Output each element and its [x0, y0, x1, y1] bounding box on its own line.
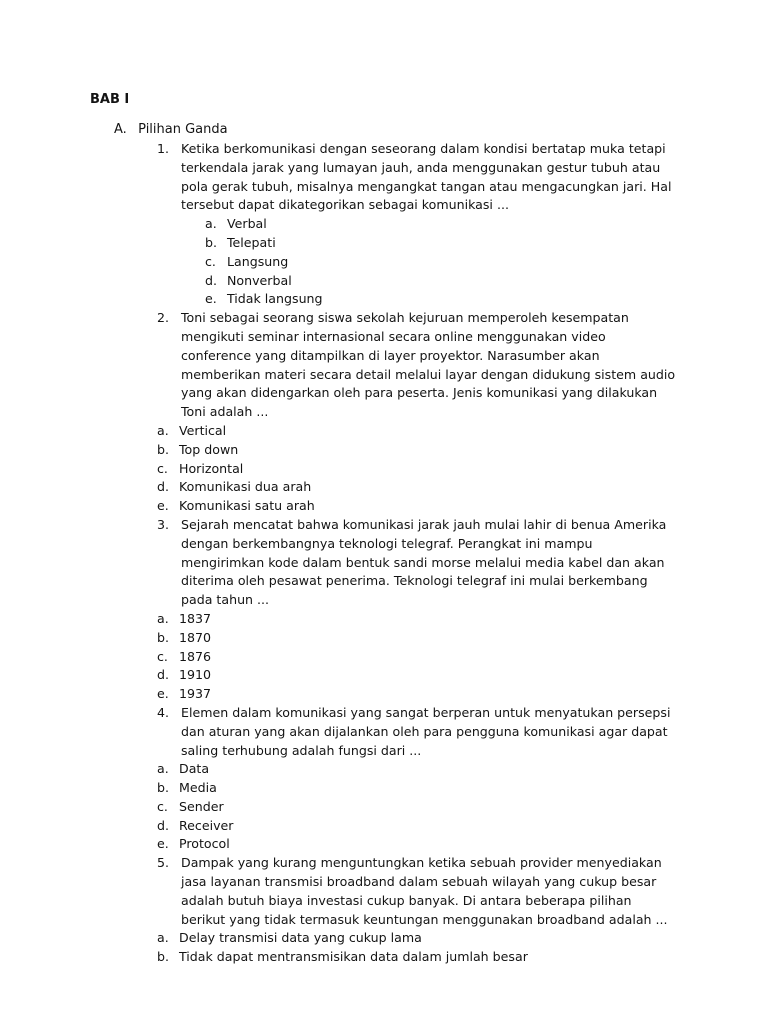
option-text: 1870: [179, 629, 212, 645]
answer-option: [157, 478, 677, 497]
option-letter: b.: [205, 234, 217, 250]
answer-option: [157, 441, 677, 460]
option-list: [205, 215, 677, 309]
option-list: [157, 929, 677, 967]
option-letter: a.: [157, 610, 169, 626]
answer-option: [157, 760, 677, 779]
question-item: [157, 854, 677, 967]
option-letter: b.: [157, 949, 169, 965]
answer-option: [157, 835, 677, 854]
option-letter: e.: [205, 291, 217, 307]
option-letter: d.: [157, 667, 169, 683]
answer-option: [157, 666, 677, 685]
question-item: [157, 704, 677, 854]
option-letter: e.: [157, 836, 169, 852]
option-text: Tidak dapat mentransmisikan data dalam jumlah besar: [179, 949, 528, 965]
question-number: 3.: [157, 516, 170, 532]
option-text: Langsung: [227, 253, 289, 269]
option-letter: c.: [157, 460, 168, 476]
option-text: Tidak langsung: [227, 291, 323, 307]
answer-option: [157, 948, 677, 967]
question-number: 5.: [157, 855, 170, 871]
answer-option: [157, 629, 677, 648]
option-letter: b.: [157, 780, 169, 796]
option-letter: a.: [157, 930, 169, 946]
question-text: Toni sebagai seorang siswa sekolah kejuruan memperoleh kesempatan mengikuti seminar internasional secara online menggunakan video conference yang ditampilkan di layer proyektor. Narasumber akan memberikan materi secara detail melalui layar dengan didukung sistem audio yang akan didengarkan oleh para peserta. Jenis komunikasi yang dilakukan Toni adalah ...: [181, 310, 676, 420]
option-letter: e.: [157, 686, 169, 702]
section-heading: [114, 122, 228, 137]
answer-option: [157, 779, 677, 798]
option-text: Verbal: [227, 216, 267, 232]
answer-option: [205, 290, 677, 309]
question-text: Sejarah mencatat bahwa komunikasi jarak jauh mulai lahir di benua Amerika dengan berkembangnya teknologi telegraf. Perangkat ini mampu mengirimkan kode dalam bentuk sandi morse melalui media kabel dan akan diterima oleh pesawat penerima. Teknologi telegraf ini mulai berkembang pada tahun ...: [181, 516, 667, 608]
question-item: [157, 309, 677, 516]
option-text: Sender: [179, 798, 224, 814]
option-letter: d.: [157, 479, 169, 495]
option-list: [157, 760, 677, 854]
answer-option: [157, 817, 677, 836]
option-letter: d.: [157, 817, 169, 833]
question-number: 2.: [157, 310, 170, 326]
option-letter: a.: [157, 761, 169, 777]
option-letter: a.: [157, 422, 169, 438]
answer-option: [157, 798, 677, 817]
answer-option: [157, 497, 677, 516]
chapter-heading: BAB I: [90, 92, 130, 107]
option-text: 1837: [179, 610, 212, 626]
option-letter: b.: [157, 441, 169, 457]
question-number: 4.: [157, 704, 170, 720]
option-letter: c.: [157, 648, 168, 664]
option-text: Telepati: [227, 234, 276, 250]
option-text: Komunikasi dua arah: [179, 479, 312, 495]
option-text: Receiver: [179, 817, 234, 833]
option-text: 1876: [179, 648, 212, 664]
option-list: [157, 610, 677, 704]
question-text: Dampak yang kurang menguntungkan ketika sebuah provider menyediakan jasa layanan transmisi broadband dalam sebuah wilayah yang cukup besar adalah butuh biaya investasi cukup banyak. Di antara beberapa pilihan berikut yang tidak termasuk keuntungan menggunakan broadband adalah ...: [181, 855, 668, 927]
question-text: Elemen dalam komunikasi yang sangat berperan untuk menyatukan persepsi dan aturan yang akan dijalankan oleh para pengguna komunikasi agar dapat saling terhubung adalah fungsi dari ...: [181, 704, 671, 758]
answer-option: [205, 272, 677, 291]
question-text: Ketika berkomunikasi dengan seseorang dalam kondisi bertatap muka tetapi terkendala jarak yang lumayan jauh, anda menggunakan gestur tubuh atau pola gerak tubuh, misalnya mengangkat tangan atau mengacungkan jari. Hal tersebut dapat dikategorikan sebagai komunikasi ...: [181, 141, 672, 213]
answer-option: [157, 460, 677, 479]
answer-option: [205, 234, 677, 253]
answer-option: [157, 685, 677, 704]
option-text: Horizontal: [179, 460, 244, 476]
option-text: Nonverbal: [227, 272, 292, 288]
option-letter: b.: [157, 629, 169, 645]
option-letter: c.: [205, 253, 216, 269]
answer-option: [205, 253, 677, 272]
section-marker: A.: [114, 122, 127, 137]
option-text: 1910: [179, 667, 212, 683]
answer-option: [157, 929, 677, 948]
option-letter: a.: [205, 216, 217, 232]
answer-option: [157, 422, 677, 441]
option-list: [157, 422, 677, 516]
option-letter: c.: [157, 798, 168, 814]
answer-option: [205, 215, 677, 234]
answer-option: [157, 610, 677, 629]
option-text: Komunikasi satu arah: [179, 498, 315, 514]
question-list: [157, 140, 677, 967]
option-letter: e.: [157, 498, 169, 514]
option-text: 1937: [179, 686, 212, 702]
question-item: [157, 516, 677, 704]
section-title: Pilihan Ganda: [138, 122, 228, 137]
option-text: Data: [179, 761, 210, 777]
option-text: Delay transmisi data yang cukup lama: [179, 930, 422, 946]
question-number: 1.: [157, 141, 170, 156]
option-text: Media: [179, 780, 217, 796]
option-letter: d.: [205, 272, 217, 288]
answer-option: [157, 648, 677, 667]
option-text: Vertical: [179, 422, 227, 438]
question-item: [157, 140, 677, 309]
option-text: Protocol: [179, 836, 230, 852]
option-text: Top down: [179, 441, 239, 457]
